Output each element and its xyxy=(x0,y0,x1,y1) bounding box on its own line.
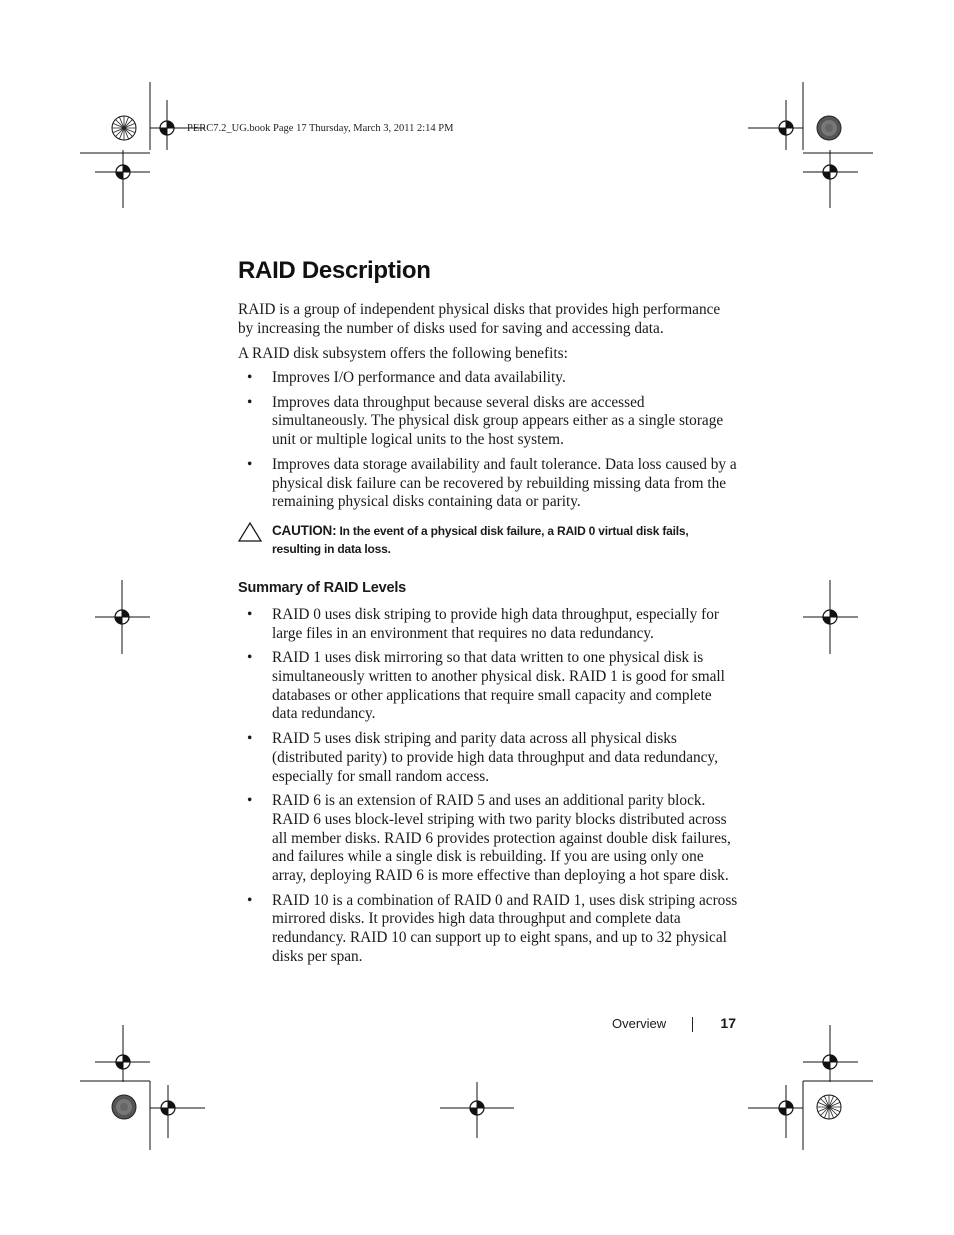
page-content xyxy=(238,252,738,973)
list-item: • RAID 5 uses disk striping and parity data across all physical disks (distributed parity) to provide high data throughput and data redundancy, especially for small random access. xyxy=(247,730,718,785)
print-header-line: PERC7.2_UG.book Page 17 Thursday, March 3, 2011 2:14 PM xyxy=(187,123,454,134)
page-footer xyxy=(612,1014,736,1034)
bottom-center-mark xyxy=(440,1082,514,1138)
list-item: • Improves data storage availability and fault tolerance. Data loss caused by a physical disk failure can be recovered by rebuilding missing data from the remaining physical disks containing data or parity. xyxy=(247,455,737,511)
corner-bottom-left-marks xyxy=(80,1025,205,1150)
benefits-lead-in: A RAID disk subsystem offers the following benefits: xyxy=(238,345,568,362)
intro-paragraph: RAID is a group of independent physical disks that provides high performance by increasing the number of disks used for saving and accessing data. xyxy=(238,301,721,337)
section-heading: Summary of RAID Levels xyxy=(238,579,407,596)
list-item: • RAID 1 uses disk mirroring so that data written to one physical disk is simultaneously written to another physical disk. RAID 1 is good for small databases or other applications that require small capacity and complete data redundancy. xyxy=(247,649,725,723)
footer-section-name: Overview xyxy=(612,1016,667,1031)
page-number: 17 xyxy=(720,1015,736,1031)
caution-note xyxy=(238,522,738,558)
corner-bottom-right-marks xyxy=(748,1025,873,1150)
bullet-icon: • xyxy=(247,730,253,748)
list-item: • RAID 0 uses disk striping to provide high data throughput, especially for large files in an environment that requires no data redundancy. xyxy=(247,605,719,642)
corner-top-left-marks xyxy=(80,82,205,208)
list-item: • RAID 6 is an extension of RAID 5 and uses an additional parity block. RAID 6 uses block-level striping with two parity blocks distributed across all member disks. RAID 6 provides protection against double disk failures, and failures while a single disk is rebuilding. If you are using only one array, deploying RAID 6 is more effective than deploying a hot spare disk. xyxy=(247,792,731,885)
page-title: RAID Description xyxy=(238,257,431,284)
bullet-icon: • xyxy=(247,605,253,623)
corner-top-right-marks xyxy=(748,82,873,208)
caution-label: CAUTION: xyxy=(272,522,337,538)
bullet-icon: • xyxy=(247,369,253,386)
footer-divider xyxy=(692,1017,693,1032)
caution-text: In the event of a physical disk failure, a RAID 0 virtual disk fails, resulting in data loss. xyxy=(272,523,689,556)
bullet-icon: • xyxy=(247,455,253,473)
bullet-icon: • xyxy=(247,649,253,667)
bullet-icon: • xyxy=(247,393,253,411)
list-item: • RAID 10 is a combination of RAID 0 and RAID 1, uses disk striping across mirrored disks. It provides high data throughput and complete data redundancy. RAID 10 can support up to eight spans, and up to 32 physical disks per span. xyxy=(247,891,738,965)
raid-levels-list xyxy=(238,606,738,967)
bullet-icon: • xyxy=(247,891,253,909)
middle-left-mark xyxy=(95,580,150,654)
caution-triangle-icon xyxy=(238,522,262,542)
middle-right-mark xyxy=(803,580,858,654)
list-item: • Improves data throughput because several disks are accessed simultaneously. The physical disk group appears either as a single storage unit or multiple logical units to the host system. xyxy=(247,393,724,449)
list-item: • Improves I/O performance and data availability. xyxy=(247,369,566,386)
bullet-icon: • xyxy=(247,792,253,810)
benefits-list xyxy=(238,369,738,512)
